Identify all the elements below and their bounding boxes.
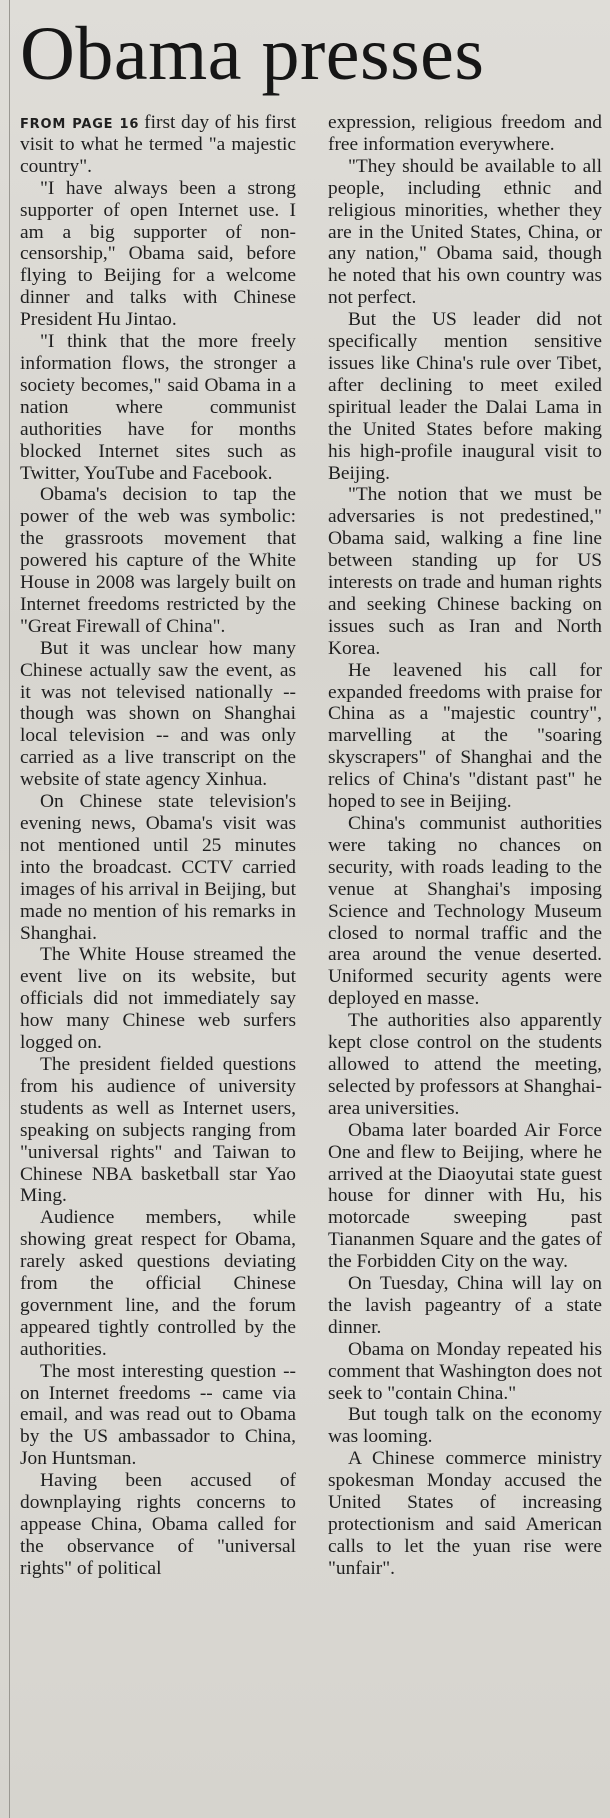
article-column-left — [20, 112, 300, 1580]
article-paragraph: "They should be available to all people, including ethnic and religious minorities, whether they are in the United States, China, or any nation," Obama said, though he noted that his own country was not perfect. — [328, 155, 602, 309]
article-paragraph: But tough talk on the economy was looming. — [328, 1404, 602, 1448]
article-body — [20, 112, 602, 1580]
article-paragraph: Obama later boarded Air Force One and flew to Beijing, where he arrived at the Diaoyutai state guest house for dinner with Hu, his motorcade sweeping past Tiananmen Square and the gates of the Forbidden City on the way. — [328, 1119, 602, 1273]
article-paragraph: "I think that the more freely information flows, the stronger a society becomes," said Obama in a nation where communist authorities have for months blocked Internet sites such as Twitter, YouTube and Facebook. — [20, 331, 296, 484]
article-paragraph: But it was unclear how many Chinese actually saw the event, as it was not televised nationally -- though was shown on Shanghai local television -- and was only carried as a live transcript on the website of state agency Xinhua. — [20, 637, 296, 791]
article-paragraph: Obama's decision to tap the power of the web was symbolic: the grassroots movement that powered his capture of the White House in 2008 was largely built on Internet freedoms restricted by the "Great Firewall of China". — [20, 484, 296, 637]
headline: Obama presses — [20, 12, 485, 96]
jump-line-kicker: FROM PAGE 16 — [20, 117, 140, 132]
article-paragraph — [20, 112, 296, 178]
article-paragraph: "I have always been a strong supporter of open Internet use. I am a big supporter of non-censorship," Obama said, before flying to Beijing for a welcome dinner and talks with Chinese President Hu Jintao. — [20, 177, 296, 331]
article-paragraph: He leavened his call for expanded freedoms with praise for China as a "majestic country", marvelling at the "soaring skyscrapers" of Shanghai and the relics of China's "distant past" he hoped to see in Beijing. — [328, 659, 602, 813]
article-paragraph: The White House streamed the event live on its website, but officials did not immediately say how many Chinese web surfers logged on. — [20, 944, 296, 1054]
article-paragraph: China's communist authorities were taking no chances on security, with roads leading to the venue at Shanghai's imposing Science and Technology Museum closed to normal traffic and the area around the venue deserted. Uniformed security agents were deployed en masse. — [328, 813, 602, 1010]
article-paragraph: A Chinese commerce ministry spokesman Monday accused the United States of increasing protectionism and said American calls to let the yuan rise were "unfair". — [328, 1448, 602, 1579]
article-paragraph: The authorities also apparently kept close control on the students allowed to attend the meeting, selected by professors at Shanghai-area universities. — [328, 1010, 602, 1119]
article-paragraph: Having been accused of downplaying rights concerns to appease China, Obama called for the observance of "universal rights" of political — [20, 1470, 296, 1579]
article-column-right — [322, 112, 602, 1580]
article-paragraph: The most interesting question -- on Internet freedoms -- came via email, and was read out to Obama by the US ambassador to China, Jon Huntsman. — [20, 1360, 296, 1470]
article-paragraph: Obama on Monday repeated his comment that Washington does not seek to "contain China." — [328, 1338, 602, 1404]
article-paragraph: But the US leader did not specifically mention sensitive issues like China's rule over Tibet, after declining to meet exiled spiritual leader the Dalai Lama in the United States before making his high-profile inaugural visit to Beijing. — [328, 309, 602, 484]
article-paragraph: On Chinese state television's evening news, Obama's visit was not mentioned until 25 minutes into the broadcast. CCTV carried images of his arrival in Beijing, but made no mention of his remarks in Shanghai. — [20, 791, 296, 944]
article-paragraph: On Tuesday, China will lay on the lavish pageantry of a state dinner. — [328, 1273, 602, 1338]
article-paragraph: expression, religious freedom and free information everywhere. — [328, 112, 602, 155]
article-paragraph: The president fielded questions from his audience of university students as well as Internet users, speaking on subjects ranging from "universal rights" and Taiwan to Chinese NBA basketball star Yao Ming. — [20, 1053, 296, 1207]
article-paragraph: "The notion that we must be adversaries is not predestined," Obama said, walking a fine line between standing up for US interests on trade and human rights and seeking Chinese backing on issues such as Iran and North Korea. — [328, 484, 602, 659]
column-rule — [9, 0, 10, 1818]
paragraph-text: first day of his first visit to what he termed "a majestic country". — [20, 112, 296, 177]
article-paragraph: Audience members, while showing great respect for Obama, rarely asked questions deviating from the official Chinese government line, and the forum appeared tightly controlled by the authorities. — [20, 1207, 296, 1360]
